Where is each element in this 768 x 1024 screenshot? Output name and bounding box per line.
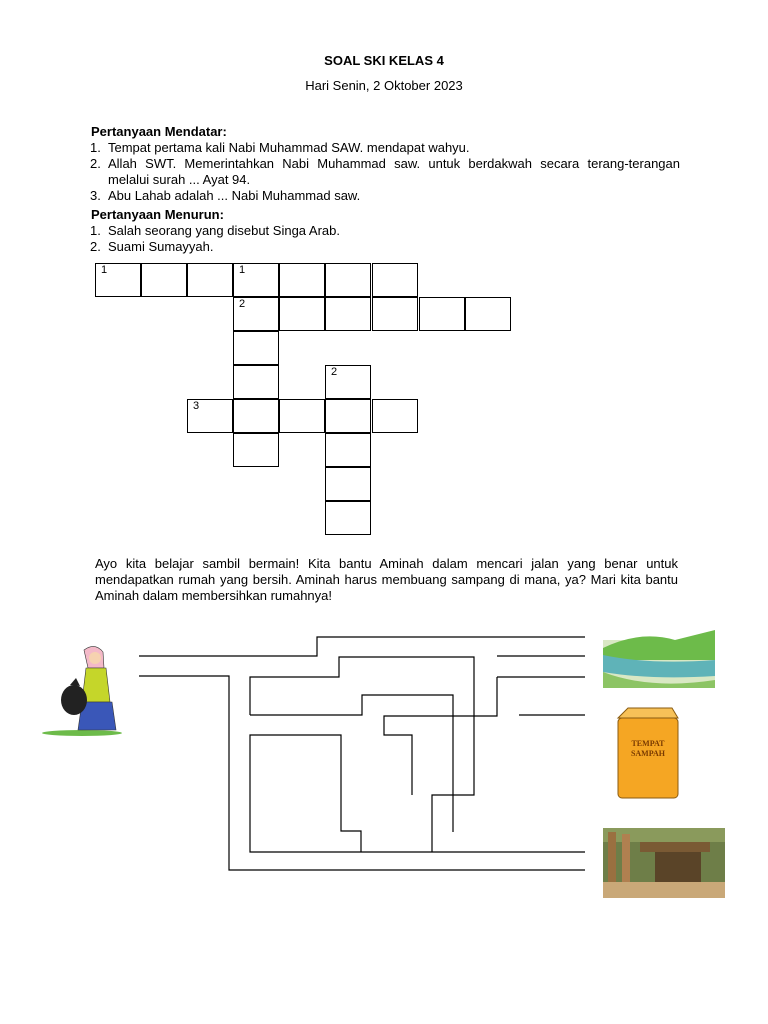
page-title: SOAL SKI KELAS 4 [324,53,444,68]
bamboo-yard-icon [603,828,725,898]
list-item: 2. Allah SWT. Memerintahkan Nabi Muhammad saw. untuk berdakwah secara terang-terangan melalui surah ... Ayat 94. [90,156,680,187]
page-date: Hari Senin, 2 Oktober 2023 [305,78,463,93]
down-heading: Pertanyaan Menurun: [91,207,224,222]
clue-number: 1 [239,264,246,276]
girl-trash-bag-icon [40,634,122,736]
list-item: 1. Tempat pertama kali Nabi Muhammad SAW. mendapat wahyu. [90,140,470,155]
trash-bin-icon [618,708,678,798]
list-item: 2. Suami Sumayyah. [90,239,214,254]
maze-instructions: Ayo kita belajar sambil bermain! Kita bantu Aminah dalam mencari jalan yang benar untuk mendapatkan rumah yang bersih. Aminah harus membuang sampang di mana, ya? Mari kita bantu Aminah dalam membersihkan rumahnya! [95,556,678,603]
clue-number: 2 [331,366,338,378]
clue-number: 2 [239,298,246,310]
clue-number: 3 [193,400,200,412]
across-heading: Pertanyaan Mendatar: [91,124,227,139]
list-item: 1. Salah seorang yang disebut Singa Arab. [90,223,341,238]
list-item: 3. Abu Lahab adalah ... Nabi Muhammad saw. [90,188,361,203]
bin-label-1: TEMPAT [631,739,665,748]
clue-number: 1 [101,264,108,276]
river-landscape-icon [603,630,715,688]
bin-label-2: SAMPAH [630,749,666,758]
maze-walls [139,637,585,870]
